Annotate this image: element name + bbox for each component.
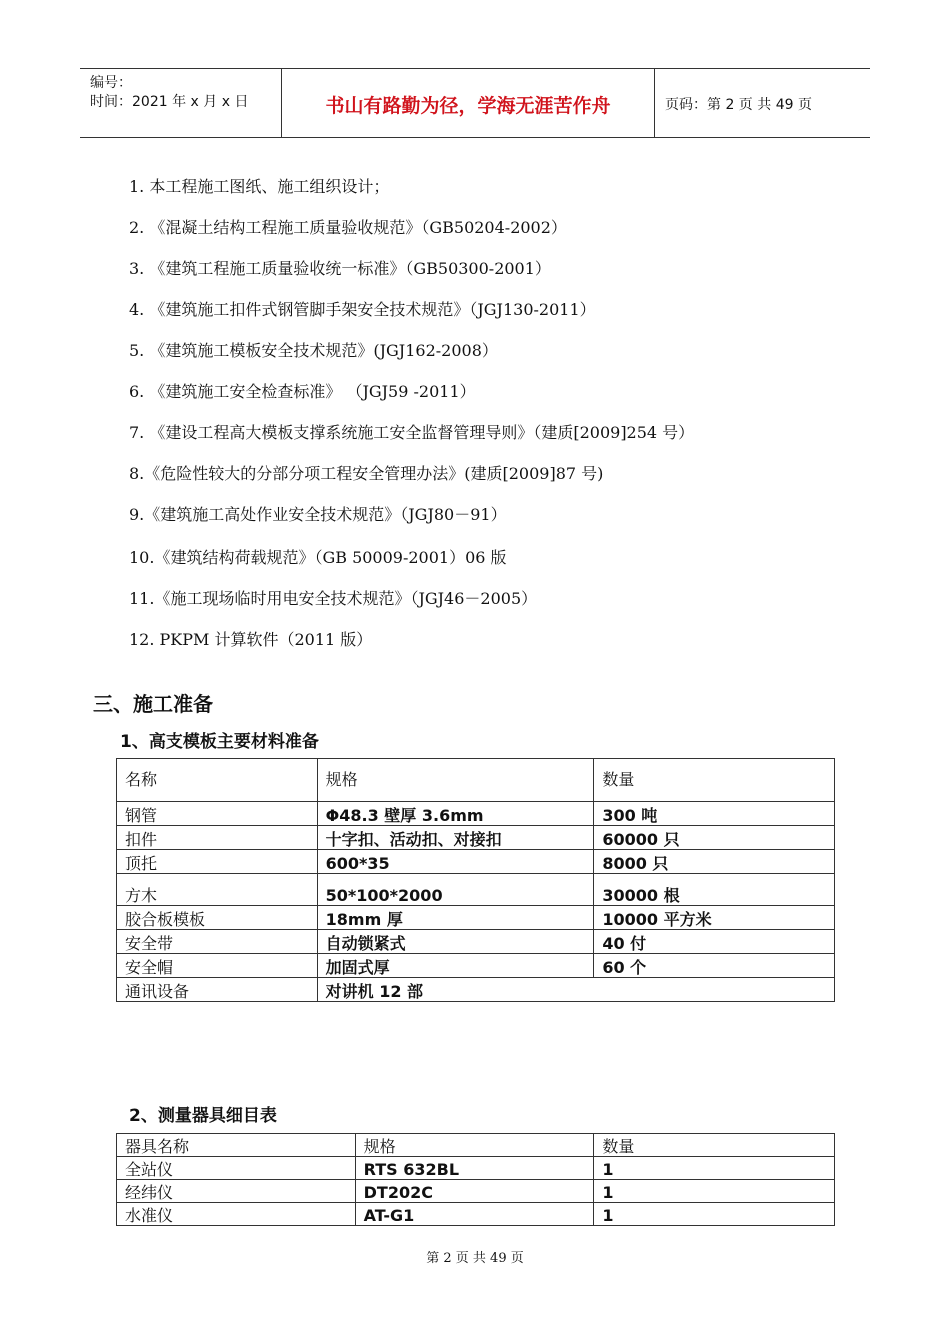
header-page-cell — [655, 69, 870, 137]
header-motto-cell — [282, 69, 655, 137]
material-qty-cell: 60000 只 — [594, 826, 835, 850]
table-row — [117, 1180, 835, 1203]
table-row — [117, 850, 835, 874]
header-cell: 器具名称 — [117, 1134, 356, 1157]
header-cell: 数量 — [594, 759, 835, 802]
table-row — [117, 978, 835, 1002]
reference-item: 1. 本工程施工图纸、施工组织设计； — [129, 177, 390, 196]
instrument-name-cell: 水准仪 — [117, 1203, 356, 1226]
material-name-cell: 胶合板模板 — [117, 906, 318, 930]
material-qty-cell: 8000 只 — [594, 850, 835, 874]
table-row — [117, 930, 835, 954]
material-name-cell: 钢管 — [117, 802, 318, 826]
instrument-spec-cell: RTS 632BL — [355, 1157, 594, 1180]
table-row — [117, 954, 835, 978]
table-row — [117, 1157, 835, 1180]
table-header-row — [117, 1134, 835, 1157]
material-spec-cell: Φ48.3 壁厚 3.6mm — [317, 802, 594, 826]
instrument-name-cell: 经纬仪 — [117, 1180, 356, 1203]
instrument-spec-cell: DT202C — [355, 1180, 594, 1203]
material-spec-cell: 加固式厚 — [317, 954, 594, 978]
instrument-qty-cell: 1 — [594, 1180, 835, 1203]
material-name-cell: 扣件 — [117, 826, 318, 850]
material-spec-cell: 600*35 — [317, 850, 594, 874]
materials-table-title: 1、高支模板主要材料准备 — [120, 732, 319, 752]
table-row — [117, 874, 835, 906]
material-spec-cell: 自动锁紧式 — [317, 930, 594, 954]
material-name-cell: 通讯设备 — [117, 978, 318, 1002]
material-qty-cell: 10000 平方米 — [594, 906, 835, 930]
reference-item: 11.《施工现场临时用电安全技术规范》（JGJ46－2005） — [129, 589, 538, 608]
header-cell: 数量 — [594, 1134, 835, 1157]
header-meta-cell — [80, 69, 282, 137]
document-number-label: 编号： — [90, 75, 132, 91]
reference-item: 3. 《建筑工程施工质量验收统一标准》（GB50300-2001） — [129, 259, 551, 278]
material-spec-cell: 50*100*2000 — [317, 874, 594, 906]
table-row — [117, 906, 835, 930]
instrument-name-cell: 全站仪 — [117, 1157, 356, 1180]
material-spec-cell: 对讲机 12 部 — [317, 978, 834, 1002]
material-spec-cell: 十字扣、活动扣、对接扣 — [317, 826, 594, 850]
table-header-row — [117, 759, 835, 802]
reference-item: 6. 《建筑施工安全检查标准》 （JGJ59 -2011） — [129, 382, 476, 401]
instruments-table — [116, 1133, 835, 1226]
material-qty-cell: 60 个 — [594, 954, 835, 978]
reference-item: 9.《建筑施工高处作业安全技术规范》（JGJ80－91） — [129, 505, 507, 524]
instruments-table-title: 2、测量器具细目表 — [129, 1106, 277, 1126]
instrument-qty-cell: 1 — [594, 1157, 835, 1180]
material-qty-cell: 300 吨 — [594, 802, 835, 826]
reference-item: 7. 《建设工程高大模板支撑系统施工安全监督管理导则》（建质[2009]254 号） — [129, 423, 695, 442]
reference-item: 8.《危险性较大的分部分项工程安全管理办法》(建质[2009]87 号) — [129, 464, 604, 483]
material-name-cell: 顶托 — [117, 850, 318, 874]
material-name-cell: 方木 — [117, 874, 318, 906]
table-row — [117, 826, 835, 850]
page-header — [80, 68, 870, 138]
header-page-number: 页码：第 2 页 共 49 页 — [665, 97, 812, 113]
material-name-cell: 安全带 — [117, 930, 318, 954]
table-row — [117, 1203, 835, 1226]
material-qty-cell: 40 付 — [594, 930, 835, 954]
material-name-cell: 安全帽 — [117, 954, 318, 978]
section-heading: 三、施工准备 — [93, 692, 213, 716]
header-cell: 名称 — [117, 759, 318, 802]
page-footer: 第 2 页 共 49 页 — [426, 1251, 524, 1266]
table-row — [117, 802, 835, 826]
reference-item: 2. 《混凝土结构工程施工质量验收规范》（GB50204-2002） — [129, 218, 567, 237]
materials-table — [116, 758, 835, 1002]
material-spec-cell: 18mm 厚 — [317, 906, 594, 930]
reference-item: 12. PKPM 计算软件（2011 版） — [129, 630, 373, 649]
header-motto: 书山有路勤为径，学海无涯苦作舟 — [325, 95, 611, 117]
material-qty-cell: 30000 根 — [594, 874, 835, 906]
reference-item: 10.《建筑结构荷载规范》（GB 50009-2001）06 版 — [129, 548, 507, 567]
reference-item: 4. 《建筑施工扣件式钢管脚手架安全技术规范》（JGJ130-2011） — [129, 300, 596, 319]
instrument-qty-cell: 1 — [594, 1203, 835, 1226]
document-date-label: 时间：2021 年 x 月 x 日 — [90, 94, 249, 110]
reference-item: 5. 《建筑施工模板安全技术规范》(JGJ162-2008） — [129, 341, 498, 360]
header-cell: 规格 — [355, 1134, 594, 1157]
instrument-spec-cell: AT-G1 — [355, 1203, 594, 1226]
header-cell: 规格 — [317, 759, 594, 802]
